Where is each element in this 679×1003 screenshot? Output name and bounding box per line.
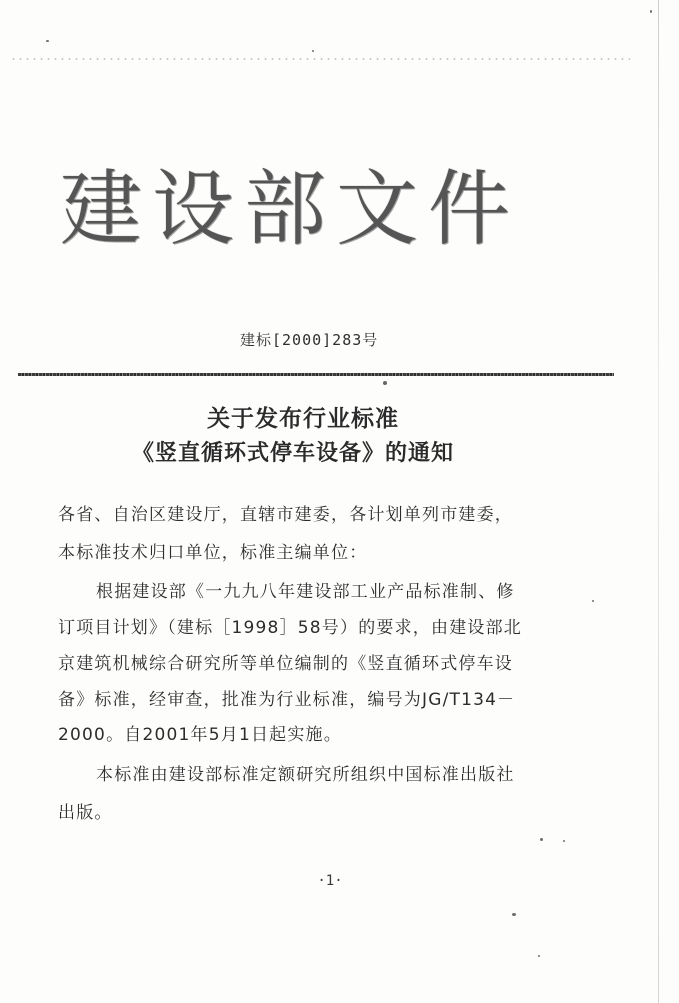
body-line: 备》标准，经审查，批准为行业标准，编号为JG/T134－ <box>58 690 516 710</box>
scan-speck <box>592 600 594 602</box>
scan-speck <box>563 840 565 842</box>
scan-speck <box>512 913 516 916</box>
body-line: 订项目计划》（建标［1998］58号）的要求，由建设部北 <box>58 618 522 638</box>
header-divider <box>18 373 614 376</box>
divider-mark <box>383 381 387 385</box>
body-line: 2000。自2001年5月1日起实施。 <box>58 725 342 745</box>
page-number: ·1· <box>317 873 343 889</box>
body-line: 本标准由建设部标准定额研究所组织中国标准出版社 <box>96 765 515 785</box>
scan-speck <box>540 838 543 841</box>
body-line: 各省、自治区建设厅，直辖市建委，各计划单列市建委， <box>58 505 513 525</box>
body-line: 京建筑机械综合研究所等单位编制的《竖直循环式停车设 <box>58 654 513 674</box>
notice-title-line-1: 关于发布行业标准 <box>207 406 399 432</box>
body-line: 出版。 <box>58 803 113 823</box>
scan-speck <box>650 10 652 13</box>
document-number: 建标[2000]283号 <box>240 331 379 349</box>
document-header-title: 建设部文件 <box>60 162 521 257</box>
body-line: 根据建设部《一九九八年建设部工业产品标准制、修 <box>96 582 515 602</box>
scan-dots <box>10 58 630 60</box>
scan-edge <box>658 0 659 1003</box>
body-line: 本标准技术归口单位，标准主编单位： <box>58 543 368 563</box>
scan-speck <box>312 50 314 52</box>
notice-title-line-2: 《竖直循环式停车设备》的通知 <box>132 441 455 466</box>
scan-speck <box>538 955 540 957</box>
scan-speck <box>46 40 49 42</box>
